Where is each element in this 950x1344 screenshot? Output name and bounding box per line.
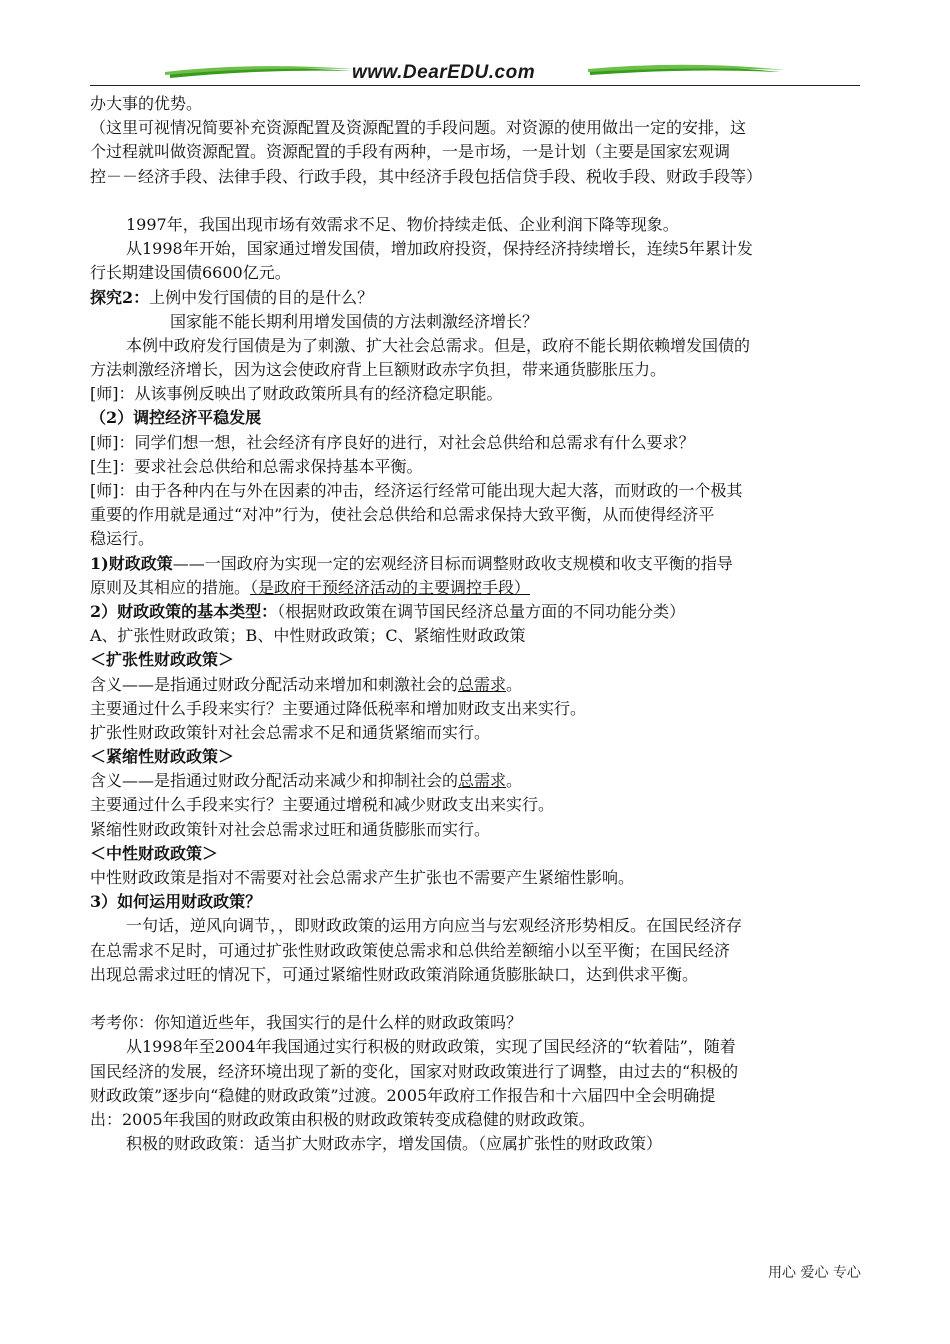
text-line bbox=[90, 793, 866, 817]
text-segment: 主要通过什么手段来实行？主要通过降低税率和增加财政支出来实行。 bbox=[90, 698, 587, 718]
text-line bbox=[90, 769, 866, 793]
text-line bbox=[90, 431, 866, 455]
text-line bbox=[90, 310, 866, 334]
blank-line bbox=[90, 987, 866, 1011]
text-segment: 行长期建设国债6600亿元。 bbox=[90, 263, 291, 283]
text-line bbox=[90, 92, 866, 116]
text-line bbox=[90, 890, 866, 914]
text-line bbox=[90, 116, 866, 140]
blank-line bbox=[90, 189, 866, 213]
text-line bbox=[90, 648, 866, 672]
text-segment: 积极的财政政策：适当扩大财政赤字，增发国债。（应属扩张性的财政政策） bbox=[126, 1134, 663, 1154]
bold-text: 2）财政政策的基本类型： bbox=[90, 601, 278, 621]
text-line bbox=[90, 165, 866, 189]
text-line bbox=[90, 382, 866, 406]
text-segment: 。 bbox=[506, 771, 523, 791]
text-line bbox=[90, 1132, 866, 1156]
text-line bbox=[90, 1011, 866, 1035]
text-segment: 原则及其相应的措施。 bbox=[90, 577, 251, 597]
text-segment: 中性财政政策是指对不需要对社会总需求产生扩张也不需要产生紧缩性影响。 bbox=[90, 868, 635, 887]
text-segment: 办大事的优势。 bbox=[90, 94, 203, 113]
text-line bbox=[90, 358, 866, 382]
text-line bbox=[90, 1060, 866, 1084]
text-line bbox=[90, 261, 866, 285]
text-line bbox=[90, 576, 866, 600]
bold-text: ＜扩张性财政政策＞ bbox=[90, 650, 235, 670]
text-line bbox=[90, 406, 866, 430]
text-segment: 紧缩性财政政策针对社会总需求过旺和通货膨胀而实行。 bbox=[90, 819, 491, 839]
text-segment: [生]：要求社会总供给和总需求保持基本平衡。 bbox=[90, 456, 423, 476]
text-segment: 含义——是指通过财政分配活动来减少和抑制社会的 bbox=[90, 771, 459, 791]
underlined-text: （是政府干预经济活动的主要调控手段） bbox=[250, 577, 531, 597]
text-segment: 国民经济的发展，经济环境出现了新的变化，国家对财政政策进行了调整，由过去的“积极的 bbox=[90, 1061, 739, 1081]
header-rule bbox=[90, 85, 860, 86]
text-segment: 出现总需求过旺的情况下，可通过紧缩性财政政策消除通货膨胀缺口，达到供求平衡。 bbox=[90, 964, 699, 984]
text-segment: 从1998年开始，国家通过增发国债，增加政府投资，保持经济持续增长，连续5年累计发 bbox=[126, 239, 753, 259]
text-segment: [师]：从该事例反映出了财政政策所具有的经济稳定职能。 bbox=[90, 384, 503, 404]
bold-text: ＜中性财政政策＞ bbox=[90, 843, 219, 863]
text-segment: 主要通过什么手段来实行？主要通过增税和减少财政支出来实行。 bbox=[90, 795, 555, 815]
bold-text: 探究2： bbox=[90, 287, 150, 307]
text-line bbox=[90, 213, 866, 237]
text-line bbox=[90, 866, 866, 890]
text-segment: 方法刺激经济增长，因为这会使政府背上巨额财政赤字负担，带来通货膨胀压力。 bbox=[90, 360, 667, 380]
text-line bbox=[90, 673, 866, 697]
text-segment: 出：2005年我国的财政政策由积极的财政政策转变成稳健的财政政策。 bbox=[90, 1109, 595, 1129]
text-line bbox=[90, 237, 866, 261]
text-segment: 扩张性财政政策针对社会总需求不足和通货紧缩而实行。 bbox=[90, 722, 491, 742]
text-segment: 财政政策”逐步向“稳健的财政政策”过渡。2005年政府工作报告和十六届四中全会明确提 bbox=[90, 1085, 716, 1105]
text-line bbox=[90, 334, 866, 358]
text-line bbox=[90, 818, 866, 842]
text-segment: 重要的作用就是通过“对冲”行为，使社会总供给和总需求保持大致平衡，从而使得经济平 bbox=[90, 505, 715, 525]
underlined-text: 总需求 bbox=[458, 674, 507, 694]
text-segment: 国家能不能长期利用增发国债的方法刺激经济增长？ bbox=[170, 311, 539, 331]
text-line bbox=[90, 697, 866, 721]
text-segment: 本例中政府发行国债是为了刺激、扩大社会总需求。但是，政府不能长期依赖增发国债的 bbox=[126, 335, 751, 355]
text-line bbox=[90, 842, 866, 866]
text-segment: [师]：同学们想一想，社会经济有序良好的进行，对社会总供给和总需求有什么要求？ bbox=[90, 432, 695, 452]
document-body bbox=[90, 92, 866, 1156]
bold-text: 1)财政政策 bbox=[90, 553, 173, 573]
text-line bbox=[90, 140, 866, 164]
text-line bbox=[90, 600, 866, 624]
bold-text: （2）调控经济平稳发展 bbox=[90, 408, 262, 428]
text-line bbox=[90, 552, 866, 576]
text-segment: 。 bbox=[506, 674, 523, 694]
text-line bbox=[90, 939, 866, 963]
text-segment: ——一国政府为实现一定的宏观经济目标而调整财政收支规模和收支平衡的指导 bbox=[172, 553, 733, 573]
text-segment: 稳运行。 bbox=[90, 529, 155, 549]
site-logo[interactable]: www.DearEDU.com bbox=[352, 62, 536, 83]
text-line bbox=[90, 527, 866, 551]
text-segment: [师]：由于各种内在与外在因素的冲击，经济运行经常可能出现大起大落，而财政的一个极其 bbox=[90, 481, 743, 500]
text-segment: 控－－经济手段、法律手段、行政手段，其中经济手段包括信贷手段、税收手段、财政手段等） bbox=[90, 166, 763, 186]
text-line bbox=[90, 721, 866, 745]
text-line bbox=[90, 624, 866, 648]
text-segment: （根据财政政策在调节国民经济总量方面的不同功能分类） bbox=[277, 601, 686, 621]
text-line bbox=[90, 1108, 866, 1132]
text-segment: A、扩张性财政政策；B、中性财政政策；C、紧缩性财政政策 bbox=[90, 626, 526, 646]
text-line bbox=[90, 479, 866, 503]
text-segment: （这里可视情况简要补充资源配置及资源配置的手段问题。对资源的使用做出一定的安排，这 bbox=[90, 118, 747, 138]
text-segment: 1997年，我国出现市场有效需求不足、物价持续走低、企业利润下降等现象。 bbox=[126, 214, 679, 234]
text-segment: 考考你：你知道近些年，我国实行的是什么样的财政政策吗？ bbox=[90, 1013, 523, 1033]
text-line bbox=[90, 455, 866, 479]
text-line bbox=[90, 1035, 866, 1059]
bold-text: 3）如何运用财政政策？ bbox=[90, 892, 262, 912]
text-segment: 上例中发行国债的目的是什么？ bbox=[149, 287, 374, 307]
text-segment: 含义——是指通过财政分配活动来增加和刺激社会的 bbox=[90, 674, 459, 694]
bold-text: ＜紧缩性财政政策＞ bbox=[90, 747, 235, 767]
text-segment: 个过程就叫做资源配置。资源配置的手段有两种，一是市场，一是计划（主要是国家宏观调 bbox=[90, 142, 731, 162]
text-line bbox=[90, 963, 866, 987]
text-line bbox=[90, 503, 866, 527]
text-line bbox=[90, 745, 866, 769]
text-line bbox=[90, 914, 866, 938]
footer-slogan: 用心 爱心 专心 bbox=[768, 1265, 861, 1281]
text-line bbox=[90, 1084, 866, 1108]
text-line bbox=[90, 286, 866, 310]
text-segment: 在总需求不足时，可通过扩张性财政政策使总需求和总供给差额缩小以至平衡；在国民经济 bbox=[90, 940, 731, 960]
underlined-text: 总需求 bbox=[458, 771, 507, 791]
text-segment: 从1998年至2004年我国通过实行积极的财政政策，实现了国民经济的“软着陆”，随着 bbox=[126, 1037, 736, 1057]
text-segment: 一句话，逆风向调节，，即财政政策的运用方向应当与宏观经济形势相反。在国民经济存 bbox=[126, 916, 743, 936]
